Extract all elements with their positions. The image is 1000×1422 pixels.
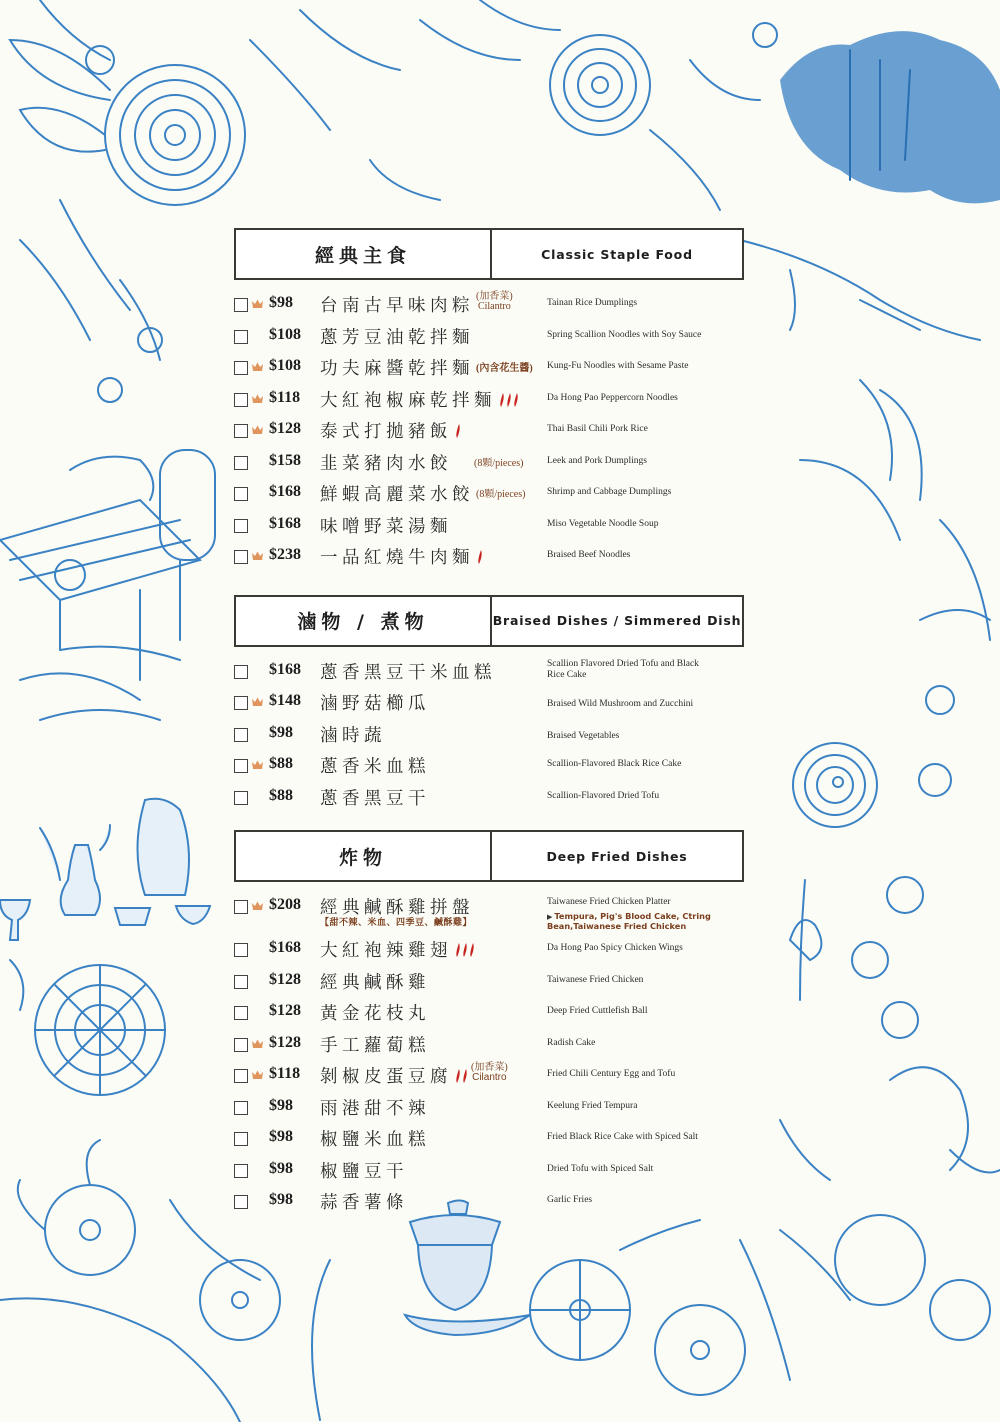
item-price: $98 <box>269 1159 293 1177</box>
spicy-chili-icon <box>476 549 484 565</box>
item-price: $108 <box>269 325 301 343</box>
section-title-zh: 滷物 / 煮物 <box>236 597 492 645</box>
right-blossom-cluster-icon <box>852 686 954 1038</box>
order-checkbox[interactable] <box>234 728 248 742</box>
order-checkbox[interactable] <box>234 1164 248 1178</box>
item-price: $168 <box>269 483 301 500</box>
order-checkbox[interactable] <box>234 519 248 533</box>
platter-contents-en: ▶ Tempura, Pig's Blood Cake, Ctring Bean,Taiwanese Fried Chicken <box>547 911 711 931</box>
section-deep-fried-dishes <box>234 830 744 1221</box>
chrysanthemum-icon <box>35 965 165 1095</box>
item-name-en: Braised Wild Mushroom and Zucchini <box>547 699 694 709</box>
item-name-en: Radish Cake <box>547 1037 596 1048</box>
item-name-zh: 大紅袍辣雞翅 <box>320 937 476 962</box>
menu-item <box>234 544 744 576</box>
cilantro-note: (加香菜) Cilantro <box>476 291 513 312</box>
platter-contents-zh: 【甜不辣、米血、四季豆、鹹酥雞】 <box>320 918 473 928</box>
camellia-flower-icon <box>10 0 245 205</box>
item-name-en: Scallion Flavored Dried Tofu and Black Rice Cake <box>547 658 699 680</box>
item-name-zh: 滷時蔬 <box>320 725 386 746</box>
item-name-zh: 蒜香薯條 <box>320 1193 408 1213</box>
spicy-chili-icon <box>498 392 520 408</box>
menu-item-list <box>234 280 744 576</box>
item-name-en: Miso Vegetable Noodle Soup <box>547 518 659 529</box>
item-price: $238 <box>269 546 301 563</box>
item-price: $128 <box>269 1002 301 1019</box>
triangle-bullet-icon: ▶ <box>547 913 553 921</box>
teacup-gaiwan-illustration <box>405 1201 530 1336</box>
item-name-en: Da Hong Pao Spicy Chicken Wings <box>547 943 683 953</box>
item-price: $98 <box>269 294 293 311</box>
menu-item <box>234 513 744 545</box>
order-checkbox[interactable] <box>234 1195 248 1209</box>
menu-item-list <box>234 882 744 1221</box>
item-name-zh: 一品紅燒牛肉麵 <box>320 544 484 569</box>
item-name-en: Fried Black Rice Cake with Spiced Salt <box>547 1132 698 1142</box>
item-name-en: Braised Beef Noodles <box>547 550 631 560</box>
order-checkbox[interactable] <box>234 361 248 375</box>
item-name-en: Taiwanese Fried Chicken <box>547 974 644 985</box>
section-header <box>234 595 744 647</box>
spicy-chili-icon <box>454 942 476 958</box>
item-price: $128 <box>269 970 301 988</box>
item-name-en: Scallion-Flavored Dried Tofu <box>547 790 660 801</box>
order-checkbox[interactable] <box>234 487 248 501</box>
pieces-note: (8顆/pieces) <box>474 457 524 469</box>
item-name-en: Keelung Fried Tempura <box>547 1100 638 1111</box>
peanut-note: (內含花生醬) <box>476 363 533 374</box>
item-price: $108 <box>269 357 301 374</box>
item-name-zh: 蔥芳豆油乾拌麵 <box>320 327 474 348</box>
recommended-crown-icon <box>252 362 263 372</box>
item-name-zh: 蔥香黑豆干米血糕 <box>320 662 496 683</box>
menu-item <box>234 1189 744 1221</box>
item-name-zh: 椒鹽米血糕 <box>320 1130 430 1150</box>
recommended-crown-icon <box>252 551 263 561</box>
menu-item <box>234 1095 744 1127</box>
menu-item <box>234 292 744 324</box>
item-name-en: Da Hong Pao Peppercorn Noodles <box>547 392 678 403</box>
menu-item <box>234 894 744 937</box>
menu-item <box>234 722 744 754</box>
recommended-crown-icon <box>252 697 263 707</box>
item-name-en: Scallion-Flavored Black Rice Cake <box>547 759 682 769</box>
section-title-en: Deep Fried Dishes <box>546 848 688 864</box>
order-checkbox[interactable] <box>234 1101 248 1115</box>
item-price: $128 <box>269 420 301 437</box>
menu-item <box>234 1126 744 1158</box>
item-name-en: Leek and Pork Dumplings <box>547 455 648 466</box>
item-price: $208 <box>269 896 301 913</box>
menu-item <box>234 387 744 419</box>
item-price: $168 <box>269 939 301 956</box>
item-name-en: Spring Scallion Noodles with Soy Sauce <box>547 329 702 340</box>
menu-item-list <box>234 647 744 817</box>
item-name-zh: 手工蘿蔔糕 <box>320 1035 430 1056</box>
menu-item <box>234 418 744 450</box>
item-name-zh: 味噌野菜湯麵 <box>320 516 452 537</box>
item-price: $118 <box>269 388 301 406</box>
right-camellia-icon <box>793 743 877 827</box>
menu-item <box>234 450 744 482</box>
menu-item <box>234 355 744 387</box>
menu-item <box>234 481 744 513</box>
item-price: $98 <box>269 1096 293 1114</box>
item-price: $88 <box>269 755 293 772</box>
item-name-en: Shrimp and Cabbage Dumplings <box>547 487 672 497</box>
order-checkbox[interactable] <box>234 550 248 564</box>
item-name-zh: 經典鹹酥雞 <box>320 972 430 993</box>
menu-item <box>234 937 744 969</box>
section-title-zh: 經典主食 <box>236 230 492 278</box>
plum-blossom-icon <box>530 1260 745 1395</box>
item-name-zh: 功夫麻醬乾拌麵 (內含花生醬) <box>320 359 533 379</box>
order-checkbox[interactable] <box>234 665 248 679</box>
order-checkbox[interactable] <box>234 1038 248 1052</box>
item-name-zh: 經典鹹酥雞拼盤 <box>320 898 474 918</box>
menu-item <box>234 785 744 817</box>
pieces-note: (8顆/pieces) <box>476 489 526 500</box>
item-name-en: Dried Tofu with Spiced Salt <box>547 1163 654 1174</box>
item-name-zh: 泰式打拋豬飯 <box>320 418 462 443</box>
item-price: $158 <box>269 451 301 469</box>
menu-item <box>234 1063 744 1095</box>
item-name-zh: 韭菜豬肉水餃 (8顆/pieces) <box>320 453 524 474</box>
item-name-zh: 滷野菇櫛瓜 <box>320 694 430 714</box>
item-name-en: Tainan Rice Dumplings <box>547 298 638 308</box>
item-name-en: Garlic Fries <box>547 1195 593 1205</box>
order-checkbox[interactable] <box>234 1132 248 1146</box>
item-name-en: Thai Basil Chili Pork Rice <box>547 424 648 434</box>
order-checkbox[interactable] <box>234 1069 248 1083</box>
order-checkbox[interactable] <box>234 696 248 710</box>
menu-item <box>234 1032 744 1064</box>
item-name-en: Kung-Fu Noodles with Sesame Paste <box>547 361 689 371</box>
menu-item <box>234 1158 744 1190</box>
recommended-crown-icon <box>252 425 263 435</box>
menu-item <box>234 659 744 691</box>
recommended-crown-icon <box>252 394 263 404</box>
porcelain-vessels-illustration <box>0 799 210 940</box>
item-name-zh: 剝椒皮蛋豆腐 (加香菜) Cilantro <box>320 1062 508 1087</box>
item-price: $118 <box>269 1065 301 1082</box>
item-name-zh: 椒鹽豆干 <box>320 1161 408 1182</box>
cat-on-table-illustration <box>0 450 215 680</box>
item-name-zh: 台南古早味肉粽 (加香菜) Cilantro <box>320 291 513 316</box>
section-header <box>234 228 744 280</box>
top-camellia-icon <box>550 35 650 135</box>
item-name-zh: 黃金花枝丸 <box>320 1004 430 1024</box>
item-name-en: Braised Vegetables <box>547 730 620 741</box>
item-price: $98 <box>269 723 293 741</box>
item-price: $168 <box>269 660 301 678</box>
item-price: $88 <box>269 786 293 804</box>
order-checkbox[interactable] <box>234 298 248 312</box>
order-checkbox[interactable] <box>234 943 248 957</box>
recommended-crown-icon <box>252 901 263 911</box>
menu-item <box>234 969 744 1001</box>
order-checkbox[interactable] <box>234 1006 248 1020</box>
section-title-en: Classic Staple Food <box>541 246 693 262</box>
order-checkbox[interactable] <box>234 393 248 407</box>
item-name-zh: 大紅袍椒麻乾拌麵 <box>320 387 520 412</box>
order-checkbox[interactable] <box>234 791 248 805</box>
menu-item <box>234 1000 744 1032</box>
menu-panel <box>234 228 744 1221</box>
section-title-zh: 炸物 <box>236 832 492 880</box>
item-price: $128 <box>269 1033 301 1051</box>
item-name-en: Deep Fried Cuttlefish Ball <box>547 1006 648 1016</box>
recommended-crown-icon <box>252 1039 263 1049</box>
item-price: $168 <box>269 514 301 532</box>
section-header <box>234 830 744 882</box>
item-price: $98 <box>269 1191 293 1208</box>
menu-item <box>234 753 744 785</box>
order-checkbox[interactable] <box>234 330 248 344</box>
section-classic-staple-food <box>234 228 744 576</box>
item-price: $148 <box>269 692 301 709</box>
recommended-crown-icon <box>252 760 263 770</box>
recommended-crown-icon <box>252 299 263 309</box>
landscape-painting-illustration <box>780 31 1000 203</box>
order-checkbox[interactable] <box>234 900 248 914</box>
order-checkbox[interactable] <box>234 456 248 470</box>
order-checkbox[interactable] <box>234 975 248 989</box>
item-name-zh: 鮮蝦高麗菜水餃 (8顆/pieces) <box>320 485 526 505</box>
menu-item <box>234 690 744 722</box>
spicy-chili-icon <box>454 423 462 439</box>
section-title-en: Braised Dishes / Simmered Dish <box>492 613 742 628</box>
cilantro-note: (加香菜) Cilantro <box>471 1062 508 1083</box>
item-name-zh: 雨港甜不辣 <box>320 1098 430 1119</box>
item-name-en: Taiwanese Fried Chicken Platter <box>547 897 671 907</box>
bottom-left-blossom-icon <box>18 1140 135 1275</box>
order-checkbox[interactable] <box>234 759 248 773</box>
item-price: $98 <box>269 1128 293 1145</box>
section-braised-dishes <box>234 595 744 817</box>
order-checkbox[interactable] <box>234 424 248 438</box>
item-name-zh: 蔥香米血糕 <box>320 757 430 777</box>
recommended-crown-icon <box>252 1070 263 1080</box>
item-name-zh: 蔥香黑豆干 <box>320 788 430 809</box>
spicy-chili-icon <box>454 1068 469 1084</box>
menu-item <box>234 324 744 356</box>
item-name-en: Fried Chili Century Egg and Tofu <box>547 1069 676 1079</box>
